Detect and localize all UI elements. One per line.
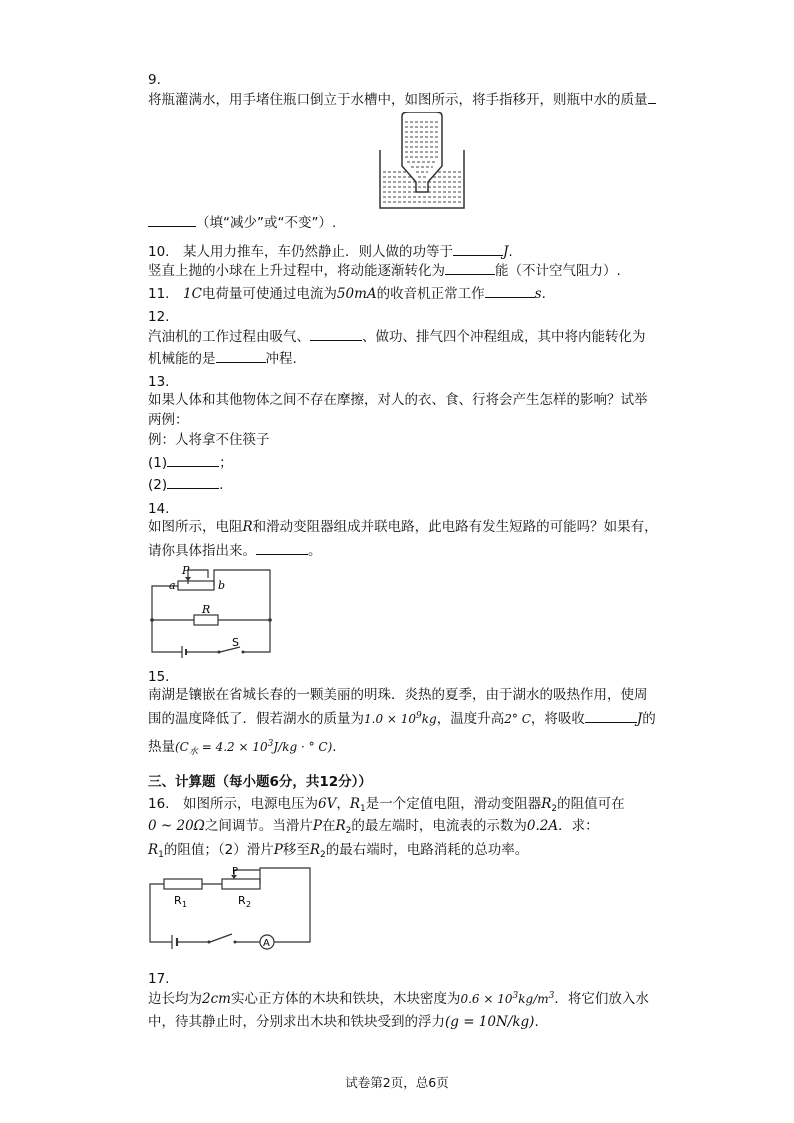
q14-blank[interactable]	[256, 540, 308, 555]
q16-text-1: 16. 如图所示，电源电压为6V，$R_1$是一个定值电阻，滑动变阻器$R_2$的阻值可在	[148, 796, 625, 814]
q9-text: 将瓶灌满水，用手堵住瓶口倒立于水槽中，如图所示，将手指移开，则瓶中水的质量	[148, 89, 656, 109]
q13-text-1: 如果人体和其他物体之间不存在摩擦，对人的衣、食、行将会产生怎样的影响？试举	[148, 392, 648, 408]
q16-text-2: 0 ~ 20Ω之间调节。当滑片P在$R_2$的最左端时，电流表的示数为0.2A．求：	[148, 818, 599, 836]
q16-circuit-figure	[148, 862, 316, 952]
q9-answer-line: （填“减少”或“不变”）.	[148, 212, 336, 232]
q12-text-1: 汽油机的工作过程由吸气、 、做功、排气四个冲程组成，其中将内能转化为	[148, 326, 646, 346]
q17-text-2: 中，待其静止时，分别求出木块和铁块受到的浮力(g = 10N/kg).	[148, 1014, 539, 1030]
q14-label-r: R	[202, 603, 211, 616]
q9-blank[interactable]	[148, 212, 196, 227]
bottle-in-water-tank-figure	[378, 112, 468, 210]
q16-text-3: $R_1$的阻值；（2）滑片P移至$R_2$的最右端时，电路消耗的总功率。	[148, 842, 529, 860]
q14-text-1: 如图所示，电阻R和滑动变阻器组成并联电路，此电路有发生短路的可能吗？如果有，	[148, 519, 658, 535]
q15-text-3: 热量($C_水 = 4.2 \times 10^3J/kg$ · ° C).	[148, 739, 337, 757]
q16-label-r2: R	[238, 894, 246, 907]
q13-text-2: 两例：	[148, 412, 189, 428]
q16-label-r2-sub: 2	[246, 900, 252, 909]
q15-blank[interactable]	[585, 708, 637, 723]
q11-blank[interactable]	[485, 283, 535, 298]
q10-blank-1[interactable]	[453, 241, 503, 256]
q14-circuit-figure	[148, 562, 274, 662]
q14-label-a: a	[169, 579, 176, 592]
q13-item-1: (1) ；	[148, 452, 233, 472]
q15-text-1: 南湖是镶嵌在省城长春的一颗美丽的明珠．炎热的夏季，由于湖水的吸热作用，使周	[148, 687, 648, 703]
q10-text-2: 竖直上抛的小球在上升过程中，将动能逐渐转化为 能（不计空气阻力）.	[148, 260, 621, 280]
q17-number: 17.	[148, 971, 170, 987]
q12-number: 12.	[148, 309, 170, 325]
q16-label-p: P	[232, 866, 239, 877]
q12-text-2: 机械能的是 冲程.	[148, 348, 297, 368]
q15-number: 15.	[148, 669, 170, 685]
q13-number: 13.	[148, 374, 170, 390]
q14-label-s: S	[232, 636, 239, 649]
q11-text: 11. 1C电荷量可使通过电流为50mA的收音机正常工作 s.	[148, 283, 546, 303]
q13-blank-1[interactable]	[167, 452, 219, 467]
q14-text-2: 请你具体指出来。 。	[148, 540, 322, 560]
q13-blank-2[interactable]	[167, 474, 219, 489]
page-footer: 试卷第2页，总6页	[345, 1075, 449, 1090]
section-3-heading: 三、计算题（每小题6分，共12分））	[148, 774, 372, 790]
q14-number: 14.	[148, 501, 170, 517]
q12-blank-2[interactable]	[216, 348, 266, 363]
q12-blank-1[interactable]	[310, 326, 362, 341]
q14-label-b: b	[218, 579, 226, 592]
q16-label-r1: R	[174, 894, 182, 907]
q15-text-2: 围的温度降低了．假若湖水的质量为$1.0 \times 10^9kg$，温度升高2° C，将吸收 J的	[148, 708, 656, 730]
q14-label-p: P	[182, 564, 190, 577]
q13-item-2: (2) .	[148, 474, 223, 494]
q16-label-r1-sub: 1	[182, 900, 188, 909]
q10-text-1: 10. 某人用力推车，车仍然静止．则人做的功等于 J.	[148, 241, 513, 261]
q13-example: 例：人将拿不住筷子	[148, 432, 270, 448]
q10-blank-2[interactable]	[445, 260, 495, 275]
ammeter-label: A	[263, 938, 270, 949]
q9-number: 9.	[148, 72, 161, 88]
q17-text-1: 边长均为2cm实心正方体的木块和铁块，木块密度为$0.6 \times 10^3kg/m^3$．将它们放入水	[148, 991, 649, 1007]
